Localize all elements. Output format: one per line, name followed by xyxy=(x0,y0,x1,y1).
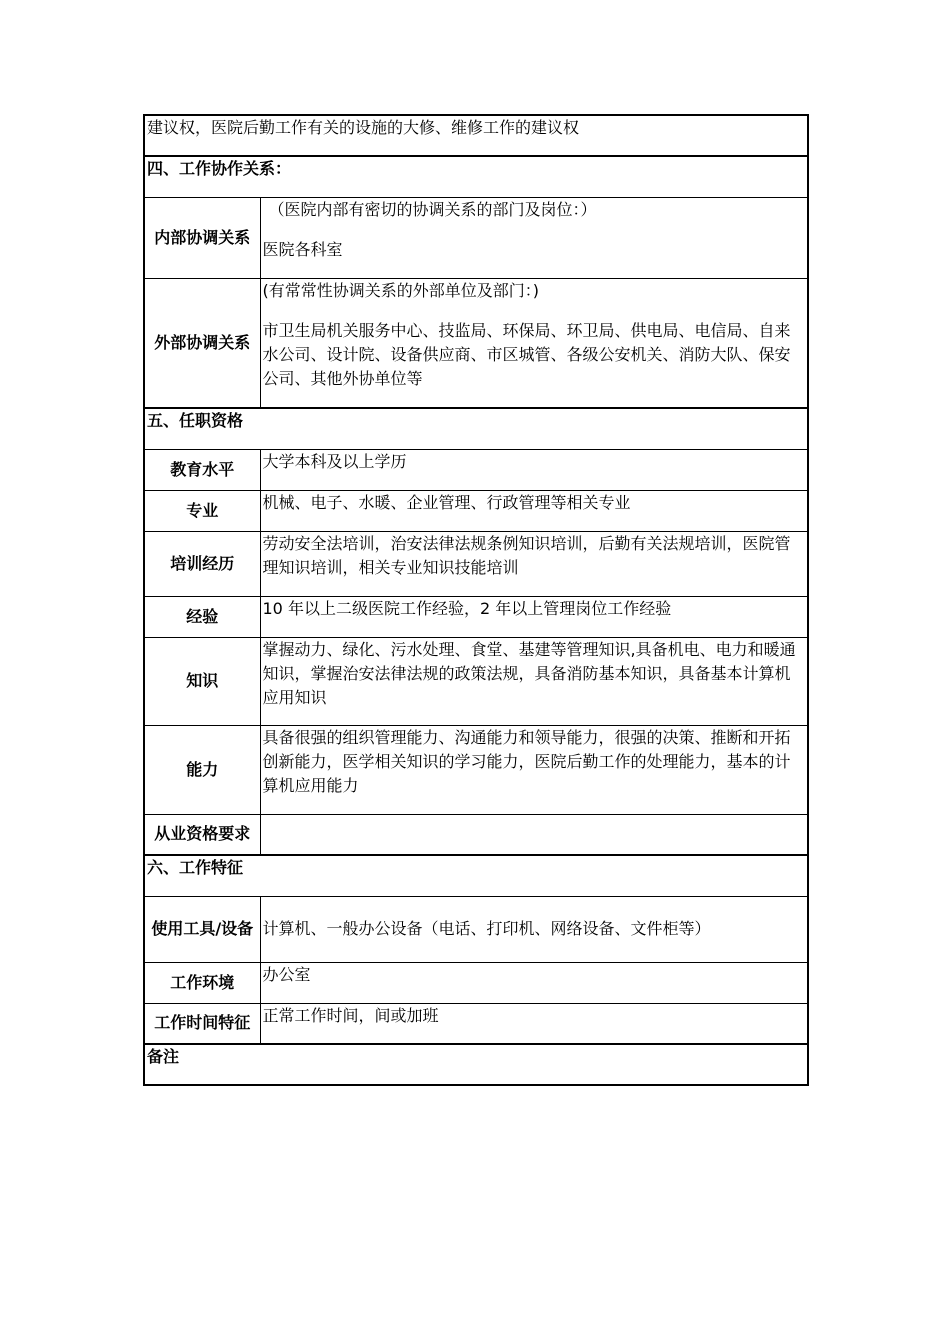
qualification-row xyxy=(144,725,808,814)
internal-relation-cell xyxy=(260,197,808,278)
experience-value: 10 年以上二级医院工作经验，2 年以上管理岗位工作经验 xyxy=(260,596,808,637)
environment-value: 办公室 xyxy=(260,962,808,1003)
external-relation-note: (有常常性协调关系的外部单位及部门：) xyxy=(262,280,539,300)
external-relation-row xyxy=(144,278,808,408)
experience-label: 经验 xyxy=(144,596,260,637)
internal-relation-row xyxy=(144,197,808,278)
knowledge-label: 知识 xyxy=(144,637,260,725)
section4-title: 四、工作协作关系： xyxy=(144,156,808,197)
internal-relation-note: （医院内部有密切的协调关系的部门及岗位：） xyxy=(268,199,597,219)
job-description-table xyxy=(143,114,809,1086)
external-relation-label: 外部协调关系 xyxy=(144,278,260,408)
section4-header-row xyxy=(144,156,808,197)
certification-label: 从业资格要求 xyxy=(144,814,260,855)
remarks-title: 备注 xyxy=(144,1044,808,1085)
rights-row xyxy=(144,115,808,156)
rights-continuation-text: 建议权，医院后勤工作有关的设施的大修、维修工作的建议权 xyxy=(144,115,808,156)
training-label: 培训经历 xyxy=(144,531,260,596)
work-feature-row xyxy=(144,962,808,1003)
qualification-row xyxy=(144,596,808,637)
qualification-row xyxy=(144,449,808,490)
qualification-row xyxy=(144,814,808,855)
work-time-value: 正常工作时间，间或加班 xyxy=(260,1003,808,1044)
qualification-row xyxy=(144,531,808,596)
external-relation-cell xyxy=(260,278,808,408)
remarks-row xyxy=(144,1044,808,1085)
ability-value: 具备很强的组织管理能力、沟通能力和领导能力，很强的决策、推断和开拓创新能力，医学相关知识的学习能力，医院后勤工作的处理能力，基本的计算机应用能力 xyxy=(260,725,808,814)
qualification-row xyxy=(144,490,808,531)
environment-label: 工作环境 xyxy=(144,962,260,1003)
certification-value xyxy=(260,814,808,855)
internal-relation-label: 内部协调关系 xyxy=(144,197,260,278)
section5-title: 五、任职资格 xyxy=(144,408,808,449)
section5-header-row xyxy=(144,408,808,449)
qualification-row xyxy=(144,637,808,725)
education-value: 大学本科及以上学历 xyxy=(260,449,808,490)
work-feature-row xyxy=(144,896,808,962)
section6-header-row xyxy=(144,855,808,896)
major-label: 专业 xyxy=(144,490,260,531)
education-label: 教育水平 xyxy=(144,449,260,490)
work-feature-row xyxy=(144,1003,808,1044)
training-value: 劳动安全法培训，治安法律法规条例知识培训，后勤有关法规培训，医院管理知识培训，相关专业知识技能培训 xyxy=(260,531,808,596)
section6-title: 六、工作特征 xyxy=(144,855,808,896)
work-time-label: 工作时间特征 xyxy=(144,1003,260,1044)
ability-label: 能力 xyxy=(144,725,260,814)
internal-relation-value: 医院各科室 xyxy=(262,239,343,259)
tools-label: 使用工具/设备 xyxy=(144,896,260,962)
knowledge-value: 掌握动力、绿化、污水处理、食堂、基建等管理知识,具备机电、电力和暖通知识，掌握治安法律法规的政策法规，具备消防基本知识，具备基本计算机应用知识 xyxy=(260,637,808,725)
tools-value: 计算机、一般办公设备（电话、打印机、网络设备、文件柜等） xyxy=(260,896,808,962)
external-relation-value: 市卫生局机关服务中心、技监局、环保局、环卫局、供电局、电信局、自来水公司、设计院、设备供应商、市区城管、各级公安机关、消防大队、保安公司、其他外协单位等 xyxy=(262,320,791,388)
major-value: 机械、电子、水暖、企业管理、行政管理等相关专业 xyxy=(260,490,808,531)
